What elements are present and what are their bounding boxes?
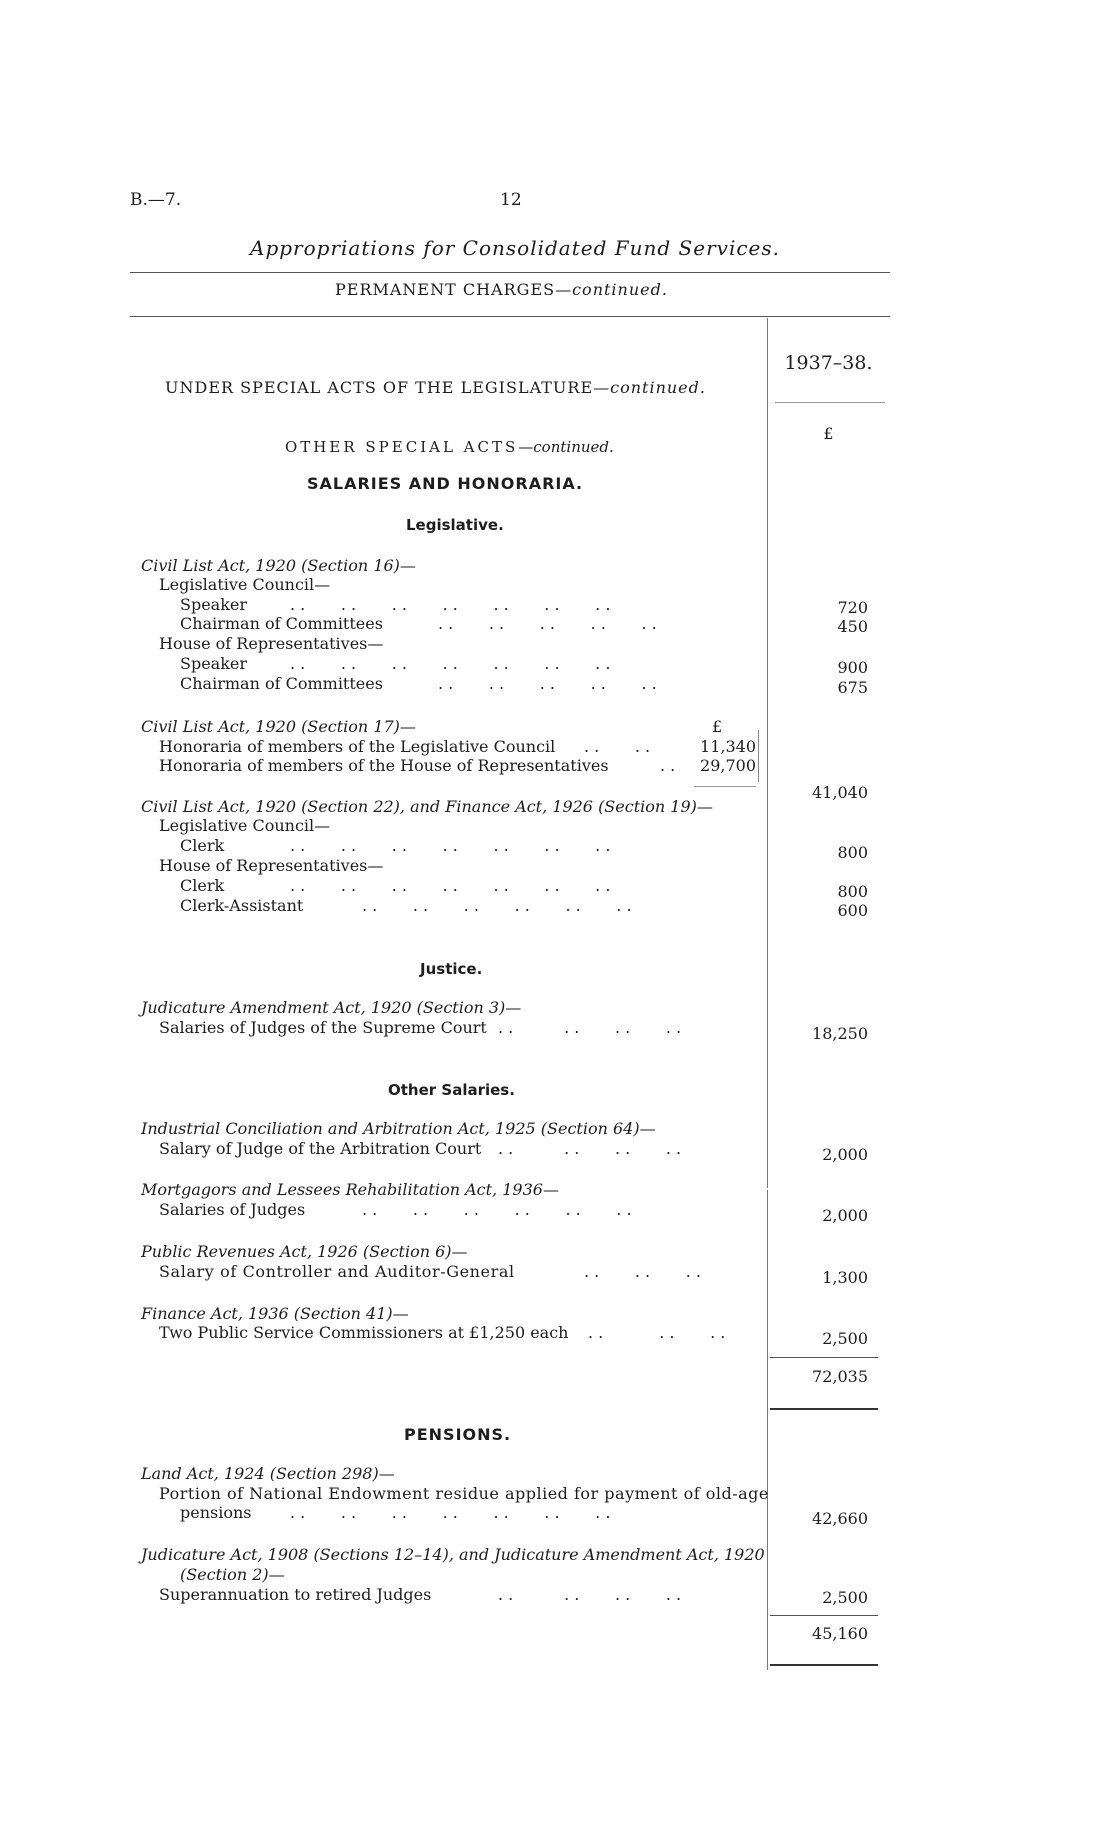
amount-value: 2,500 bbox=[822, 1329, 868, 1348]
act-heading: Land Act, 1924 (Section 298)— bbox=[141, 1464, 395, 1483]
column-rule-lower bbox=[767, 1190, 768, 1670]
dot-leader: . . . . . . . . . . . . . . bbox=[290, 1503, 611, 1522]
act-heading: Finance Act, 1936 (Section 41)— bbox=[141, 1304, 409, 1323]
amount-value: 42,660 bbox=[812, 1509, 868, 1528]
amount-value: 800 bbox=[837, 882, 868, 901]
column-rule-upper bbox=[767, 318, 768, 1188]
line-item: Clerk bbox=[180, 876, 225, 895]
dot-leader: . . . . . . . . . . . . . . bbox=[290, 876, 611, 895]
amount-value: 450 bbox=[837, 617, 868, 636]
page-number: 12 bbox=[500, 190, 522, 210]
line-item: Honoraria of members of the Legislative Council bbox=[159, 737, 556, 756]
act-heading: Public Revenues Act, 1926 (Section 6)— bbox=[141, 1242, 468, 1261]
dot-leader: . . . . . . . . bbox=[498, 1585, 682, 1604]
amount-value: 2,000 bbox=[822, 1206, 868, 1225]
dot-leader: . . . . . . bbox=[584, 1262, 701, 1281]
page-title: Appropriations for Consolidated Fund Services. bbox=[250, 236, 781, 260]
inner-currency-symbol: £ bbox=[712, 717, 723, 736]
inner-amount: 11,340 bbox=[700, 737, 756, 756]
dot-leader: . . . . . . . . bbox=[498, 1018, 682, 1037]
dot-leader: . . bbox=[660, 756, 676, 775]
act-heading: Civil List Act, 1920 (Section 16)— bbox=[141, 556, 416, 575]
act-heading: Judicature Amendment Act, 1920 (Section 3)— bbox=[141, 998, 522, 1017]
heading-justice: Justice. bbox=[420, 960, 483, 978]
dot-leader: . . . . . . . . bbox=[498, 1139, 682, 1158]
amount-value: 675 bbox=[837, 678, 868, 697]
total-double-rule bbox=[770, 1408, 878, 1410]
act-heading: Civil List Act, 1920 (Section 22), and Finance Act, 1926 (Section 19)— bbox=[141, 797, 713, 816]
heading-legislative: Legislative. bbox=[406, 516, 504, 534]
page-subtitle: PERMANENT CHARGES—continued. bbox=[335, 280, 668, 299]
document-reference: B.—7. bbox=[130, 190, 182, 210]
dot-leader: . . . . bbox=[584, 737, 651, 756]
amount-value: 2,500 bbox=[822, 1588, 868, 1607]
group-label: House of Representatives— bbox=[159, 634, 384, 653]
group-label: Legislative Council— bbox=[159, 816, 331, 835]
act-heading: Mortgagors and Lessees Rehabilitation Act, 1936— bbox=[141, 1180, 559, 1199]
dot-leader: . . . . . . . . . . bbox=[438, 674, 657, 693]
heading-salaries-honoraria: SALARIES AND HONORARIA. bbox=[307, 474, 584, 493]
total-rule bbox=[770, 1615, 878, 1616]
line-item: Chairman of Committees bbox=[180, 674, 383, 693]
inner-amount: 29,700 bbox=[700, 756, 756, 775]
line-item: Salaries of Judges of the Supreme Court bbox=[159, 1018, 487, 1037]
amount-value: 18,250 bbox=[812, 1024, 868, 1043]
dot-leader: . . . . . . . . . . . . . . bbox=[290, 654, 611, 673]
line-item: Speaker bbox=[180, 654, 248, 673]
dot-leader: . . . . . . . . . . . . bbox=[362, 896, 632, 915]
total-double-rule bbox=[770, 1664, 878, 1666]
year-header-rule bbox=[775, 402, 885, 403]
amount-value: 720 bbox=[837, 598, 868, 617]
heading-other-salaries: Other Salaries. bbox=[388, 1081, 515, 1099]
inner-column-rule bbox=[758, 730, 759, 782]
line-item: Two Public Service Commissioners at £1,250 each bbox=[159, 1323, 569, 1342]
line-item: Honoraria of members of the House of Representatives bbox=[159, 756, 609, 775]
act-heading-continued: (Section 2)— bbox=[180, 1565, 285, 1584]
inner-subtotal-rule bbox=[694, 786, 756, 787]
amount-value: 800 bbox=[837, 843, 868, 862]
total-rule bbox=[770, 1357, 878, 1358]
dot-leader: . . . . . . . . . . . . bbox=[362, 1200, 632, 1219]
amount-total: 72,035 bbox=[812, 1367, 868, 1386]
amount-value: 900 bbox=[837, 658, 868, 677]
amount-subtotal: 41,040 bbox=[812, 783, 868, 802]
line-item: Salaries of Judges bbox=[159, 1200, 306, 1219]
line-item: pensions bbox=[180, 1503, 252, 1522]
year-column-header: 1937–38. bbox=[784, 352, 873, 374]
section-heading-other-acts: OTHER SPECIAL ACTS—continued. bbox=[285, 438, 614, 456]
title-rule bbox=[130, 272, 890, 273]
line-item: Salary of Controller and Auditor-General bbox=[159, 1262, 515, 1281]
currency-symbol: £ bbox=[823, 424, 834, 443]
dot-leader: . . . . . . . . . . bbox=[438, 614, 657, 633]
line-item: Salary of Judge of the Arbitration Court bbox=[159, 1139, 482, 1158]
act-heading: Civil List Act, 1920 (Section 17)— bbox=[141, 717, 416, 736]
line-item: Chairman of Committees bbox=[180, 614, 383, 633]
line-item: Clerk-Assistant bbox=[180, 896, 304, 915]
section-heading-special-acts: UNDER SPECIAL ACTS OF THE LEGISLATURE—continued. bbox=[165, 378, 706, 397]
act-heading: Judicature Act, 1908 (Sections 12–14), and Judicature Amendment Act, 1920 bbox=[141, 1545, 765, 1564]
subtitle-rule bbox=[130, 316, 890, 317]
amount-total: 45,160 bbox=[812, 1624, 868, 1643]
amount-value: 1,300 bbox=[822, 1268, 868, 1287]
heading-pensions: PENSIONS. bbox=[404, 1425, 512, 1444]
amount-value: 2,000 bbox=[822, 1145, 868, 1164]
act-heading: Industrial Conciliation and Arbitration Act, 1925 (Section 64)— bbox=[141, 1119, 656, 1138]
dot-leader: . . . . . . . . . . . . . . bbox=[290, 595, 611, 614]
line-item: Superannuation to retired Judges bbox=[159, 1585, 432, 1604]
group-label: House of Representatives— bbox=[159, 856, 384, 875]
line-item: Clerk bbox=[180, 836, 225, 855]
group-label: Legislative Council— bbox=[159, 575, 331, 594]
dot-leader: . . . . . . bbox=[588, 1323, 726, 1342]
dot-leader: . . . . . . . . . . . . . . bbox=[290, 836, 611, 855]
line-item: Speaker bbox=[180, 595, 248, 614]
amount-value: 600 bbox=[837, 901, 868, 920]
line-item: Portion of National Endowment residue applied for payment of old-age bbox=[159, 1484, 769, 1503]
